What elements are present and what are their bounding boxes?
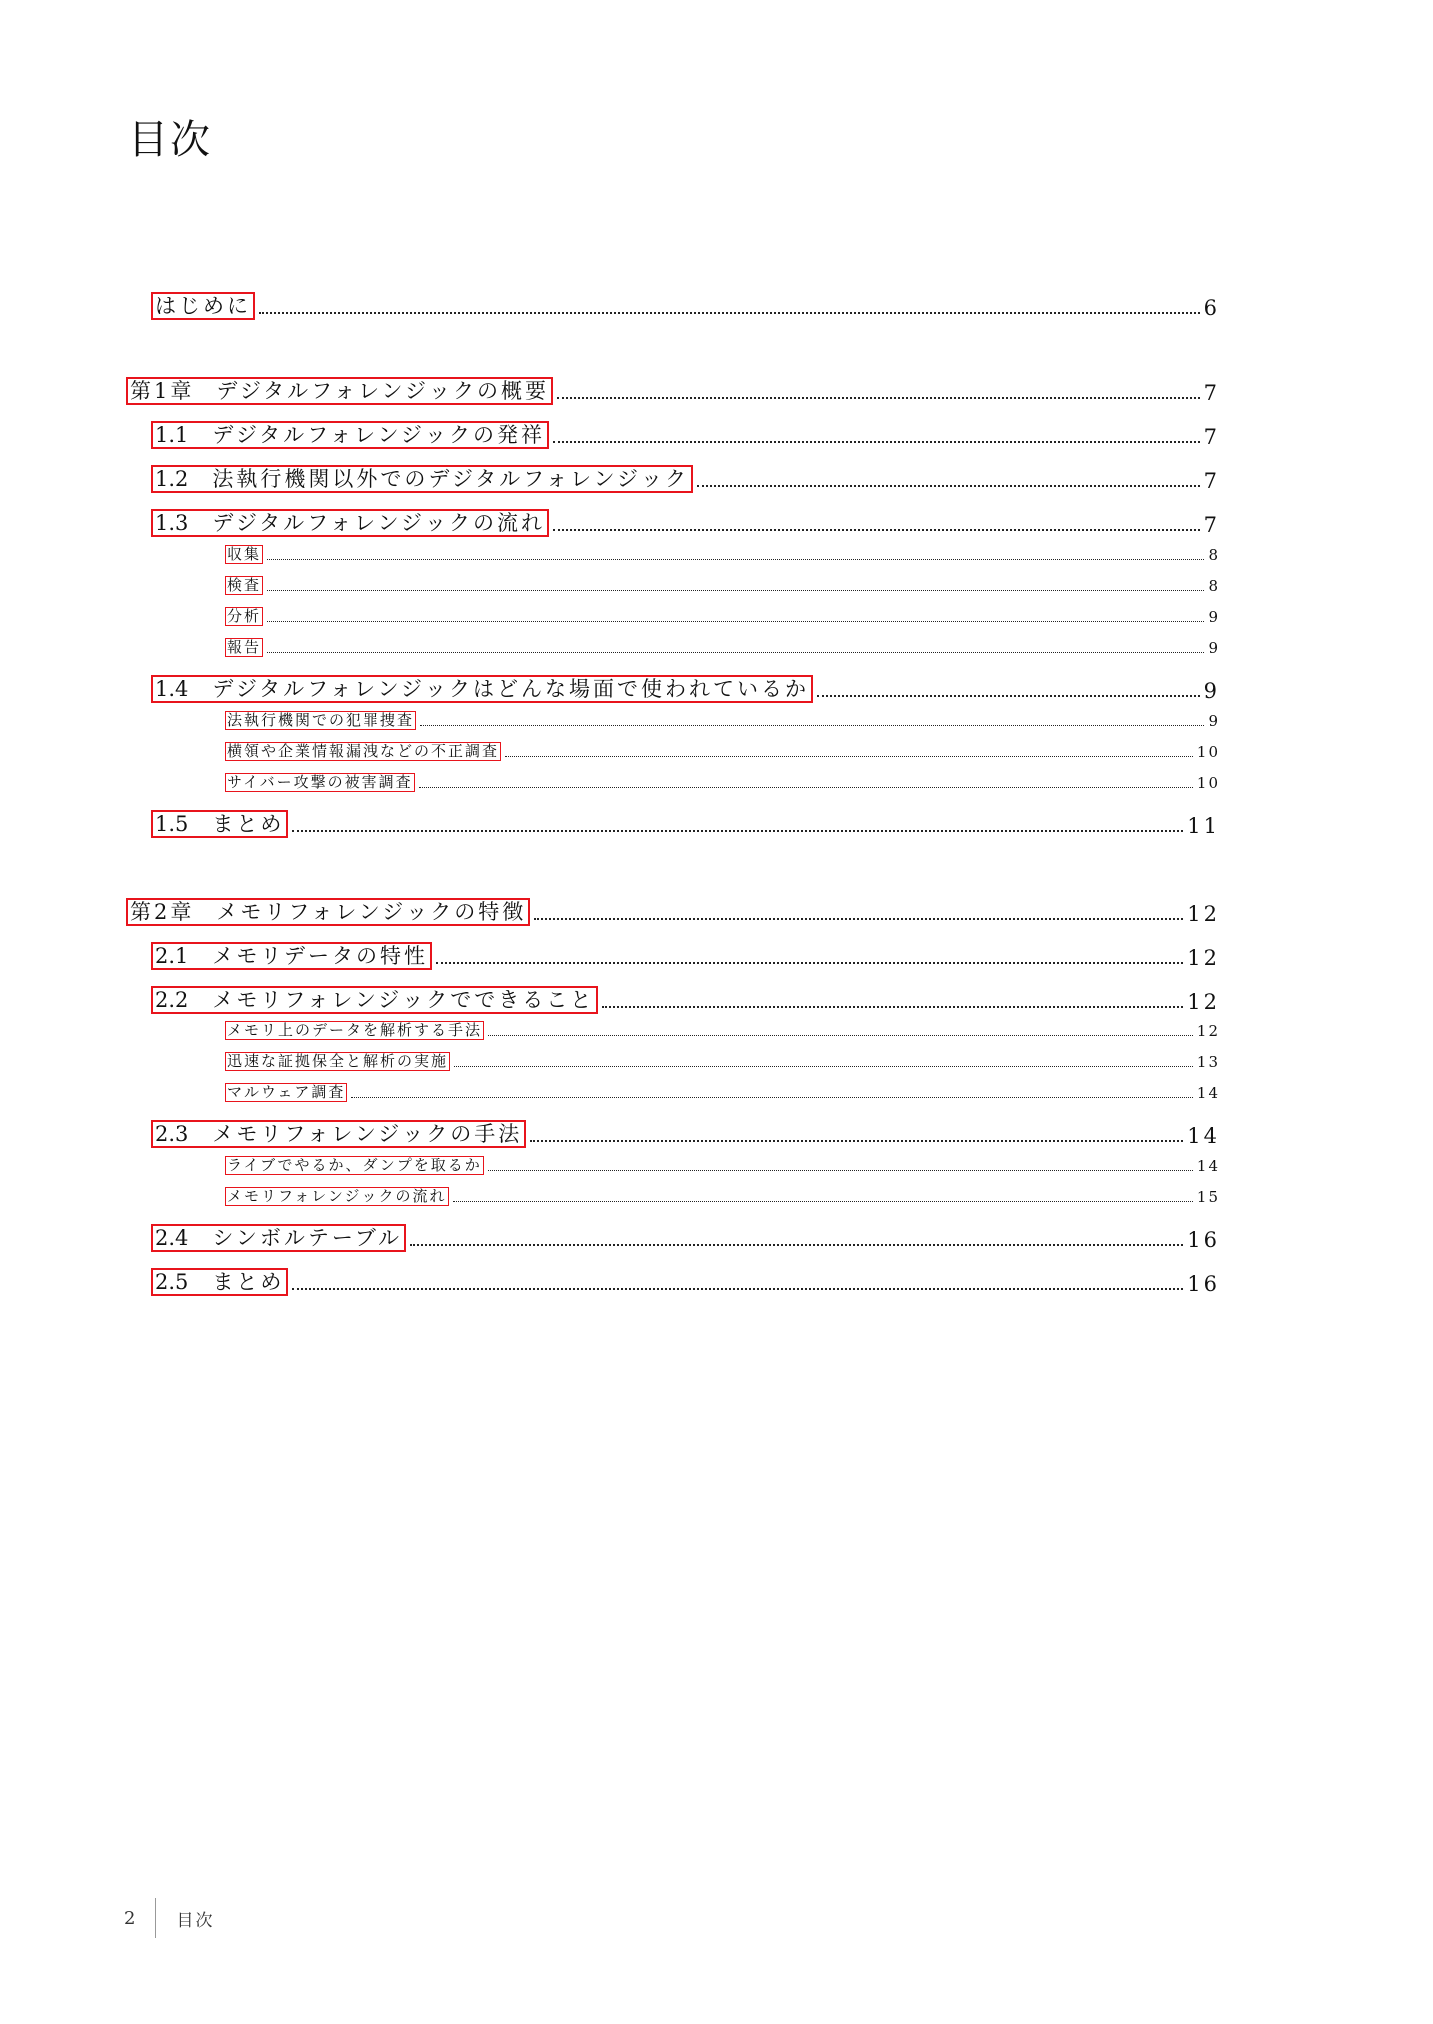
toc-subsection[interactable] [225, 607, 1220, 626]
toc-page-number: 7 [1203, 381, 1220, 406]
footer-divider [155, 1898, 156, 1938]
dot-leader [419, 787, 1193, 788]
toc-page-number: 12 [1187, 946, 1220, 971]
toc-entry-label[interactable]: 1.1 デジタルフォレンジックの発祥 [151, 421, 549, 449]
toc-entry-label[interactable]: 検査 [227, 576, 262, 594]
dot-leader [697, 485, 1200, 487]
toc-entry-label[interactable]: 迅速な証拠保全と解析の実施 [227, 1052, 449, 1070]
toc-subsection[interactable] [225, 1021, 1220, 1040]
toc-page-number: 10 [1196, 743, 1220, 762]
dot-leader [420, 725, 1204, 726]
toc-entry-label[interactable]: メモリ上のデータを解析する手法 [227, 1021, 483, 1039]
toc-page-number: 7 [1203, 425, 1220, 450]
toc-page-number: 12 [1187, 990, 1220, 1015]
dot-leader [267, 652, 1204, 653]
dot-leader [436, 962, 1183, 964]
dot-leader [453, 1201, 1193, 1202]
toc-section-1-3[interactable] [151, 509, 1220, 537]
dot-leader [553, 441, 1200, 443]
dot-leader [557, 397, 1200, 399]
toc-page-number: 14 [1196, 1157, 1220, 1176]
toc-subsection[interactable] [225, 773, 1220, 792]
toc-entry-label[interactable]: メモリフォレンジックの流れ [227, 1187, 447, 1205]
toc-page-number: 16 [1187, 1228, 1220, 1253]
toc-page-number: 8 [1208, 577, 1220, 596]
toc-entry-label[interactable]: 法執行機関での犯罪捜査 [227, 711, 415, 729]
dot-leader [488, 1170, 1193, 1171]
toc-entry-label[interactable]: はじめに [151, 292, 255, 320]
dot-leader [602, 1006, 1183, 1008]
toc-entry-label[interactable]: ライブでやるか、ダンプを取るか [227, 1156, 482, 1174]
toc-entry-label[interactable]: 報告 [227, 638, 262, 656]
toc-entry-label[interactable]: 1.5 まとめ [151, 810, 288, 838]
toc-subsection[interactable] [225, 1187, 1220, 1206]
page-footer [124, 1898, 214, 1938]
toc-page-number: 16 [1187, 1272, 1220, 1297]
dot-leader [410, 1244, 1183, 1246]
toc-page-number: 9 [1203, 679, 1220, 704]
dot-leader [292, 830, 1183, 832]
toc-page-number: 12 [1196, 1022, 1220, 1041]
toc-entry-label[interactable]: 第2章 メモリフォレンジックの特徴 [126, 898, 530, 926]
toc-entry-label[interactable]: 1.3 デジタルフォレンジックの流れ [151, 509, 549, 537]
toc-page-number: 13 [1196, 1053, 1220, 1072]
toc-page-number: 9 [1208, 608, 1220, 627]
toc-subsection[interactable] [225, 638, 1220, 657]
dot-leader [267, 559, 1204, 560]
toc-page-number: 15 [1196, 1188, 1220, 1207]
toc-entry-label[interactable]: マルウェア調査 [227, 1083, 346, 1101]
toc-entry-label[interactable]: 収集 [227, 545, 262, 563]
toc-page-number: 7 [1203, 469, 1220, 494]
dot-leader [817, 695, 1200, 697]
dot-leader [530, 1140, 1183, 1142]
toc-page-number: 10 [1196, 774, 1220, 793]
toc-subsection[interactable] [225, 576, 1220, 595]
toc-entry-label[interactable]: 2.2 メモリフォレンジックでできること [151, 986, 598, 1014]
toc-section-1-1[interactable] [151, 421, 1220, 449]
toc-page-number: 9 [1208, 712, 1220, 731]
toc-section-2-3[interactable] [151, 1120, 1220, 1148]
toc-entry-intro[interactable] [151, 292, 1220, 320]
toc-section-1-5[interactable] [151, 810, 1220, 838]
toc-entry-label[interactable]: サイバー攻撃の被害調査 [227, 773, 413, 791]
dot-leader [267, 621, 1204, 622]
toc-section-2-5[interactable] [151, 1268, 1220, 1296]
toc-page-number: 14 [1187, 1124, 1220, 1149]
dot-leader [292, 1288, 1183, 1290]
toc-subsection[interactable] [225, 1083, 1220, 1102]
toc-section-2-1[interactable] [151, 942, 1220, 970]
toc-entry-label[interactable]: 第1章 デジタルフォレンジックの概要 [126, 377, 553, 405]
dot-leader [267, 590, 1204, 591]
toc-subsection[interactable] [225, 1156, 1220, 1175]
toc-subsection[interactable] [225, 545, 1220, 564]
footer-section-label: 目次 [176, 1910, 215, 1931]
toc-entry-label[interactable]: 2.3 メモリフォレンジックの手法 [151, 1120, 526, 1148]
footer-page-number: 2 [124, 1907, 136, 1929]
toc-page-number: 11 [1187, 814, 1220, 839]
dot-leader [259, 312, 1200, 314]
dot-leader [534, 918, 1183, 920]
dot-leader [505, 756, 1193, 757]
dot-leader [454, 1066, 1193, 1067]
toc-subsection[interactable] [225, 711, 1220, 730]
toc-chapter-1[interactable] [126, 377, 1220, 405]
toc-page-number: 12 [1187, 902, 1220, 927]
toc-entry-label[interactable]: 1.4 デジタルフォレンジックはどんな場面で使われているか [151, 675, 813, 703]
toc-entry-label[interactable]: 分析 [227, 607, 262, 625]
toc-page-number: 6 [1203, 296, 1220, 321]
toc-section-2-4[interactable] [151, 1224, 1220, 1252]
toc-page-number: 9 [1208, 639, 1220, 658]
toc-page-number: 14 [1196, 1084, 1220, 1103]
dot-leader [488, 1035, 1193, 1036]
toc-entry-label[interactable]: 2.1 メモリデータの特性 [151, 942, 432, 970]
page-title: 目次 [128, 117, 212, 163]
toc-page-number: 8 [1208, 546, 1220, 565]
toc-entry-label[interactable]: 2.5 まとめ [151, 1268, 288, 1296]
dot-leader [553, 529, 1200, 531]
toc-page-number: 7 [1203, 513, 1220, 538]
toc-section-1-2[interactable] [151, 465, 1220, 493]
toc-entry-label[interactable]: 2.4 シンボルテーブル [151, 1224, 406, 1252]
toc-subsection[interactable] [225, 1052, 1220, 1071]
toc-entry-label[interactable]: 1.2 法執行機関以外でのデジタルフォレンジック [151, 465, 693, 493]
toc-chapter-2[interactable] [126, 898, 1220, 926]
toc-subsection[interactable] [225, 742, 1220, 761]
toc-section-2-2[interactable] [151, 986, 1220, 1014]
dot-leader [351, 1097, 1193, 1098]
toc-section-1-4[interactable] [151, 675, 1220, 703]
toc-entry-label[interactable]: 横領や企業情報漏洩などの不正調査 [227, 742, 500, 760]
